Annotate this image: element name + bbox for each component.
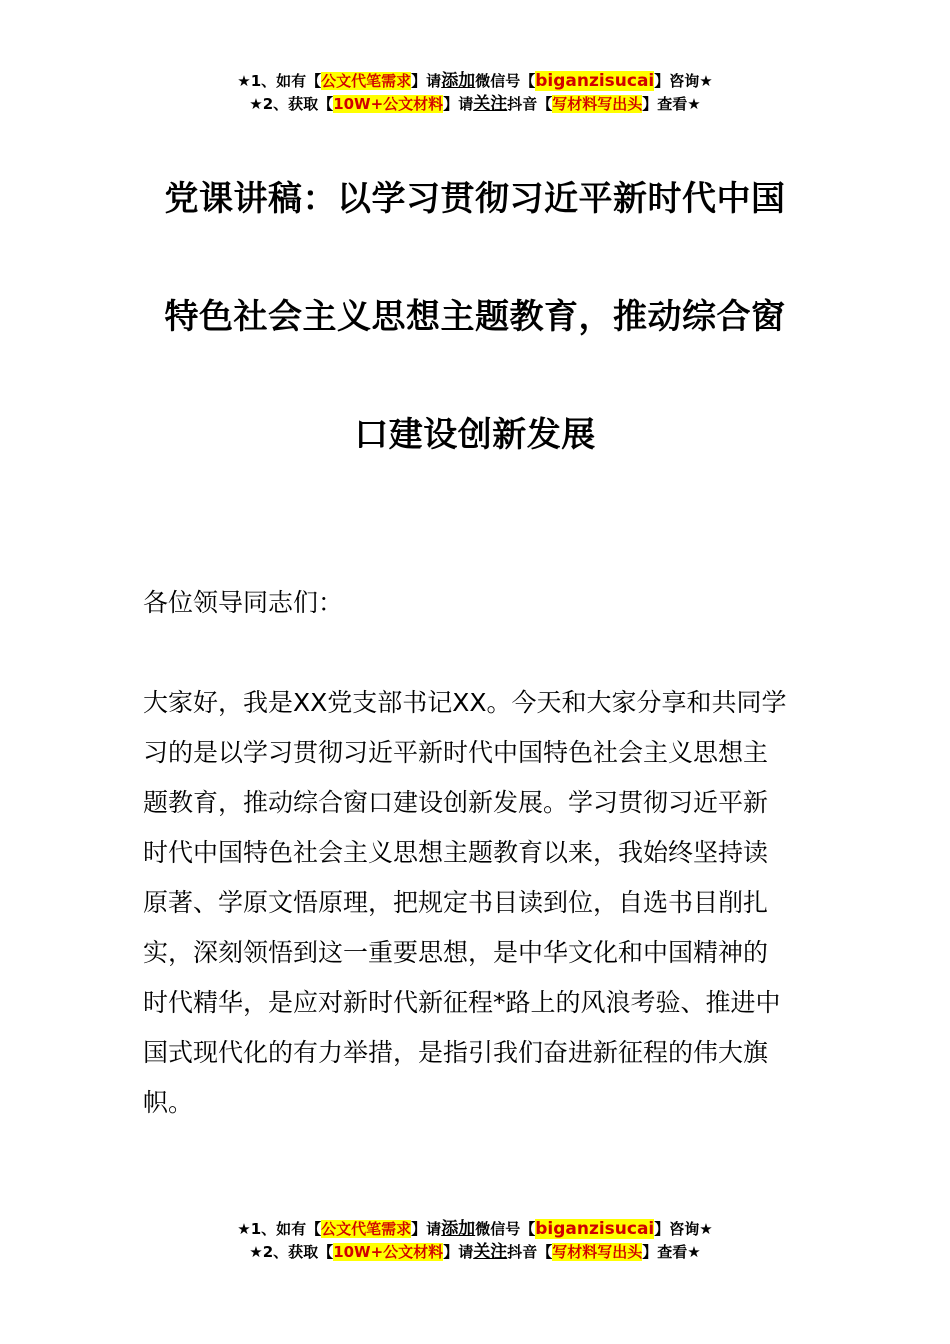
banner-text: ★2、获取【 [249,1243,334,1261]
banner-text: 】请 [443,95,474,113]
title-line: 口建设创新发展 [354,415,596,455]
title-line: 党课讲稿：以学习贯彻习近平新时代中国 [164,179,786,219]
banner-text: 】请 [443,1243,474,1261]
banner-line-1 [0,1218,950,1241]
banner-text: 抖音【 [507,1243,553,1261]
banner-highlight: 公文代笔需求 [321,1220,412,1238]
bottom-banner [0,1218,950,1264]
paragraph-line: 时代中国特色社会主义思想主题教育以来，我始终坚持读 [143,838,769,867]
banner-text: 】查看★ [642,1243,701,1261]
banner-text: 】查看★ [642,95,701,113]
banner-line-1 [0,70,950,93]
banner-highlight: 写材料写出头 [552,95,643,113]
paragraph-line: 习的是以学习贯彻习近平新时代中国特色社会主义思想主 [143,738,769,767]
title-line: 特色社会主义思想主题教育，推动综合窗 [164,297,786,337]
banner-text: 】请 [411,1220,442,1238]
body-paragraph [143,678,808,1128]
banner-wechat-id: biganzisucai [535,1219,655,1239]
banner-highlight: 10W+公文材料 [333,1243,444,1261]
paragraph-line: 帜。 [143,1088,194,1117]
banner-text: ★1、如有【 [237,1220,322,1238]
banner-emphasis: 添加 [441,1219,476,1239]
paragraph-line: 时代精华，是应对新时代新征程*路上的风浪考验、推进中 [143,988,781,1017]
paragraph-line: 原著、学原文悟原理，把规定书目读到位，自选书目削扎 [143,888,769,917]
banner-text: 】咨询★ [654,1220,713,1238]
banner-text: 微信号【 [475,72,536,90]
banner-highlight: 公文代笔需求 [321,72,412,90]
banner-text: 抖音【 [507,95,553,113]
banner-line-2 [0,93,950,116]
banner-emphasis: 添加 [441,71,476,91]
banner-text: ★1、如有【 [237,72,322,90]
paragraph-line: 大家好，我是XX党支部书记XX。今天和大家分享和共同学 [143,688,787,717]
paragraph-line: 题教育，推动综合窗口建设创新发展。学习贯彻习近平新 [143,788,769,817]
document-title [120,140,830,494]
paragraph-line: 实，深刻领悟到这一重要思想，是中华文化和中国精神的 [143,938,769,967]
banner-highlight: 写材料写出头 [552,1243,643,1261]
banner-text: ★2、获取【 [249,95,334,113]
paragraph-line: 国式现代化的有力举措，是指引我们奋进新征程的伟大旗 [143,1038,769,1067]
banner-highlight: 10W+公文材料 [333,95,444,113]
banner-emphasis: 关注 [473,94,508,114]
banner-line-2 [0,1241,950,1264]
greeting: 各位领导同志们： [143,588,344,617]
top-banner [0,70,950,116]
banner-text: 微信号【 [475,1220,536,1238]
banner-text: 】请 [411,72,442,90]
banner-text: 】咨询★ [654,72,713,90]
banner-wechat-id: biganzisucai [535,71,655,91]
banner-emphasis: 关注 [473,1242,508,1262]
